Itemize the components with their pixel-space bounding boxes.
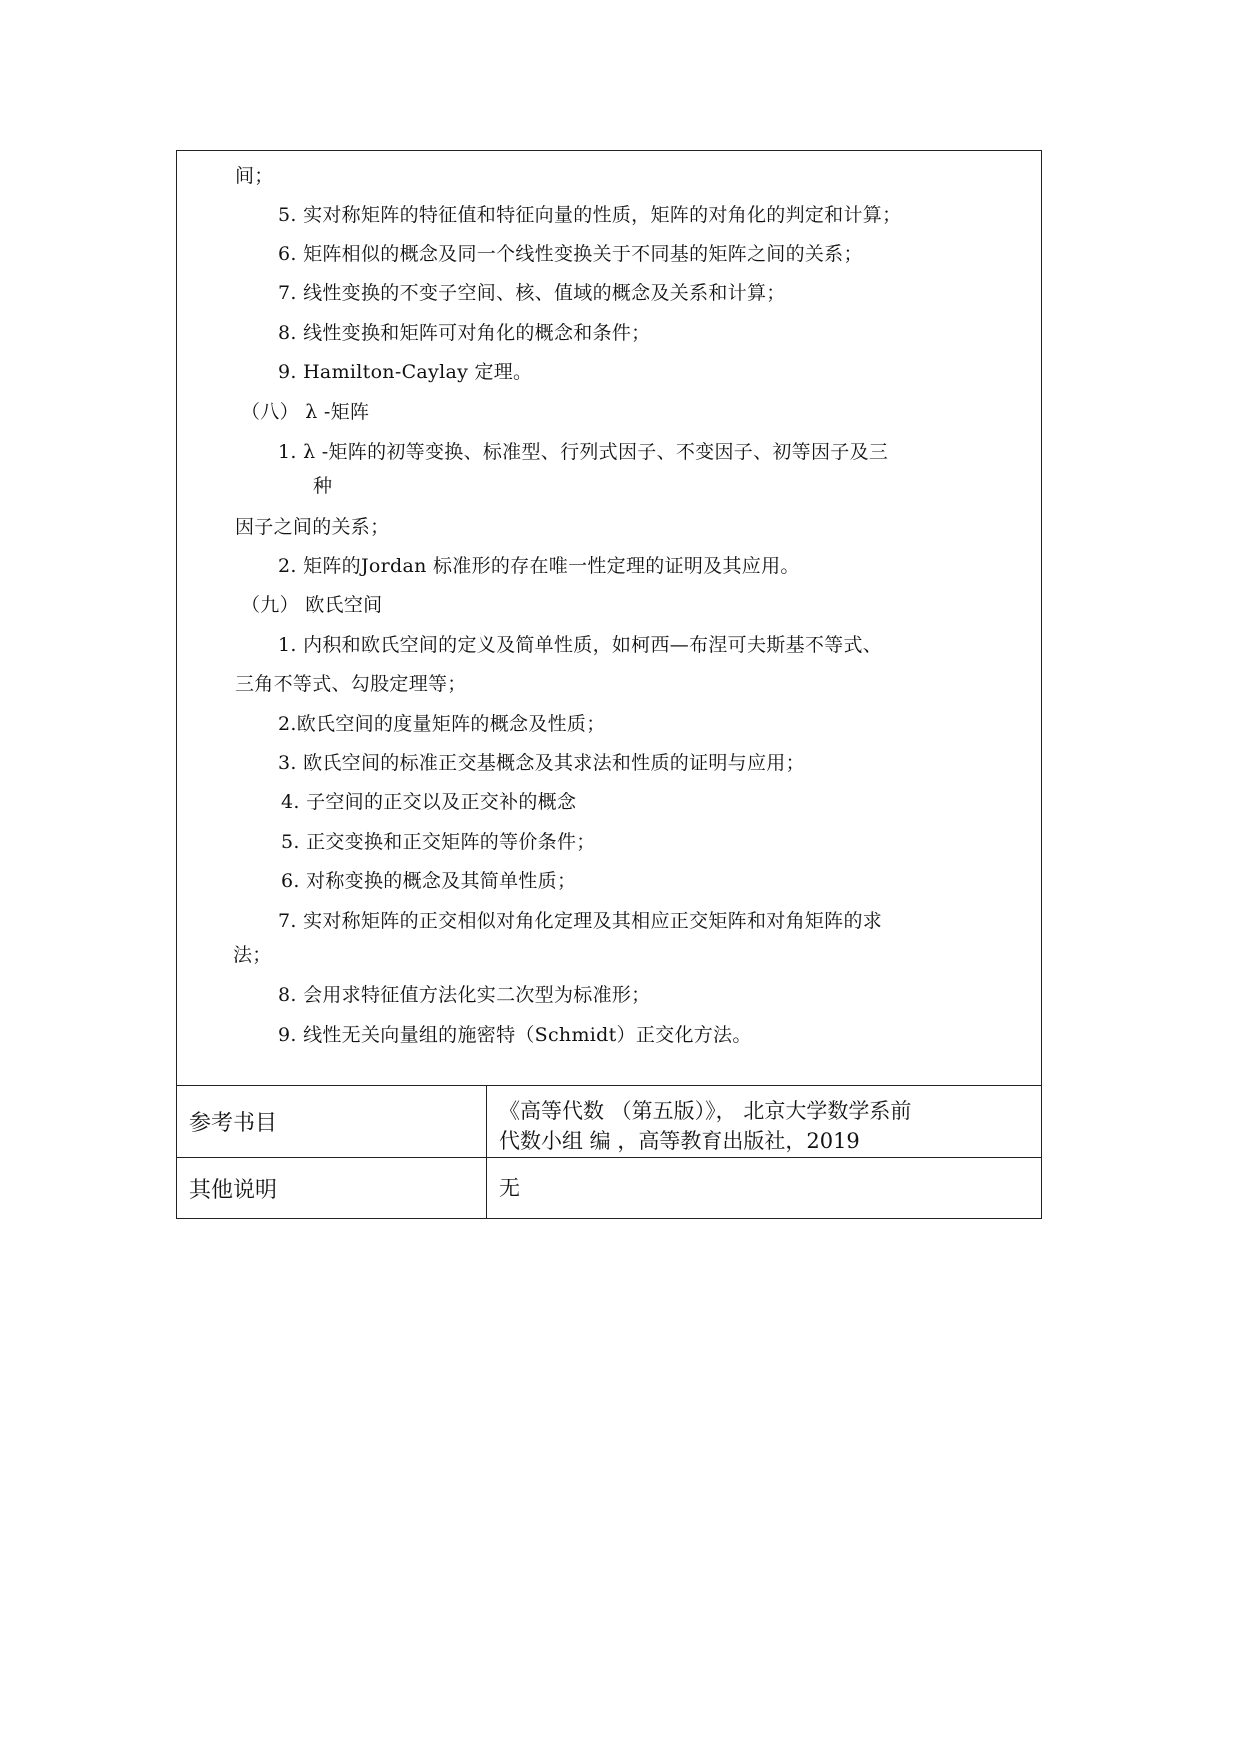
content-line: 7. 实对称矩阵的正交相似对角化定理及其相应正交矩阵和对角矩阵的求 [278, 910, 883, 932]
content-line: 种 [313, 475, 333, 497]
reference-label: 参考书目 [177, 1086, 487, 1157]
section-heading: （九） 欧氏空间 [241, 594, 383, 616]
content-cell [177, 151, 1041, 1086]
other-notes-row [177, 1158, 1041, 1218]
content-line: 5. 正交变换和正交矩阵的等价条件； [281, 831, 596, 853]
reference-line-1: 《高等代数 （第五版）》， 北京大学数学系前 [499, 1099, 912, 1123]
other-notes-value: 无 [499, 1176, 520, 1200]
reference-value [487, 1086, 1041, 1157]
content-line: 2. 矩阵的Jordan 标准形的存在唯一性定理的证明及其应用。 [278, 555, 800, 577]
content-line: 9. Hamilton-Caylay 定理。 [278, 361, 533, 383]
content-line: 1. λ -矩阵的初等变换、标准型、行列式因子、不变因子、初等因子及三 [278, 441, 889, 463]
content-line: 2.欧氏空间的度量矩阵的概念及性质； [278, 713, 606, 735]
reference-row [177, 1086, 1041, 1158]
content-line: 间； [235, 165, 274, 187]
content-line: 6. 矩阵相似的概念及同一个线性变换关于不同基的矩阵之间的关系； [278, 243, 863, 265]
content-line: 因子之间的关系； [235, 516, 390, 538]
content-line: 6. 对称变换的概念及其简单性质； [281, 870, 577, 892]
content-line: 8. 会用求特征值方法化实二次型为标准形； [278, 984, 651, 1006]
content-line: 3. 欧氏空间的标准正交基概念及其求法和性质的证明与应用； [278, 752, 805, 774]
reference-line-2: 代数小组 编 ，高等教育出版社，2019 [499, 1129, 860, 1153]
content-line: 1. 内积和欧氏空间的定义及简单性质，如柯西—布涅可夫斯基不等式、 [278, 634, 883, 656]
content-line: 4. 子空间的正交以及正交补的概念 [281, 791, 577, 813]
content-line: 法； [233, 944, 272, 966]
syllabus-table [176, 150, 1042, 1219]
content-line: 5. 实对称矩阵的特征值和特征向量的性质，矩阵的对角化的判定和计算； [278, 204, 902, 226]
content-line: 7. 线性变换的不变子空间、核、值域的概念及关系和计算； [278, 282, 786, 304]
content-line: 三角不等式、勾股定理等； [235, 673, 467, 695]
other-notes-label: 其他说明 [177, 1158, 487, 1218]
content-line: 8. 线性变换和矩阵可对角化的概念和条件； [278, 322, 651, 344]
section-heading: （八） λ -矩阵 [241, 401, 370, 423]
content-line: 9. 线性无关向量组的施密特（Schmidt）正交化方法。 [278, 1024, 752, 1046]
